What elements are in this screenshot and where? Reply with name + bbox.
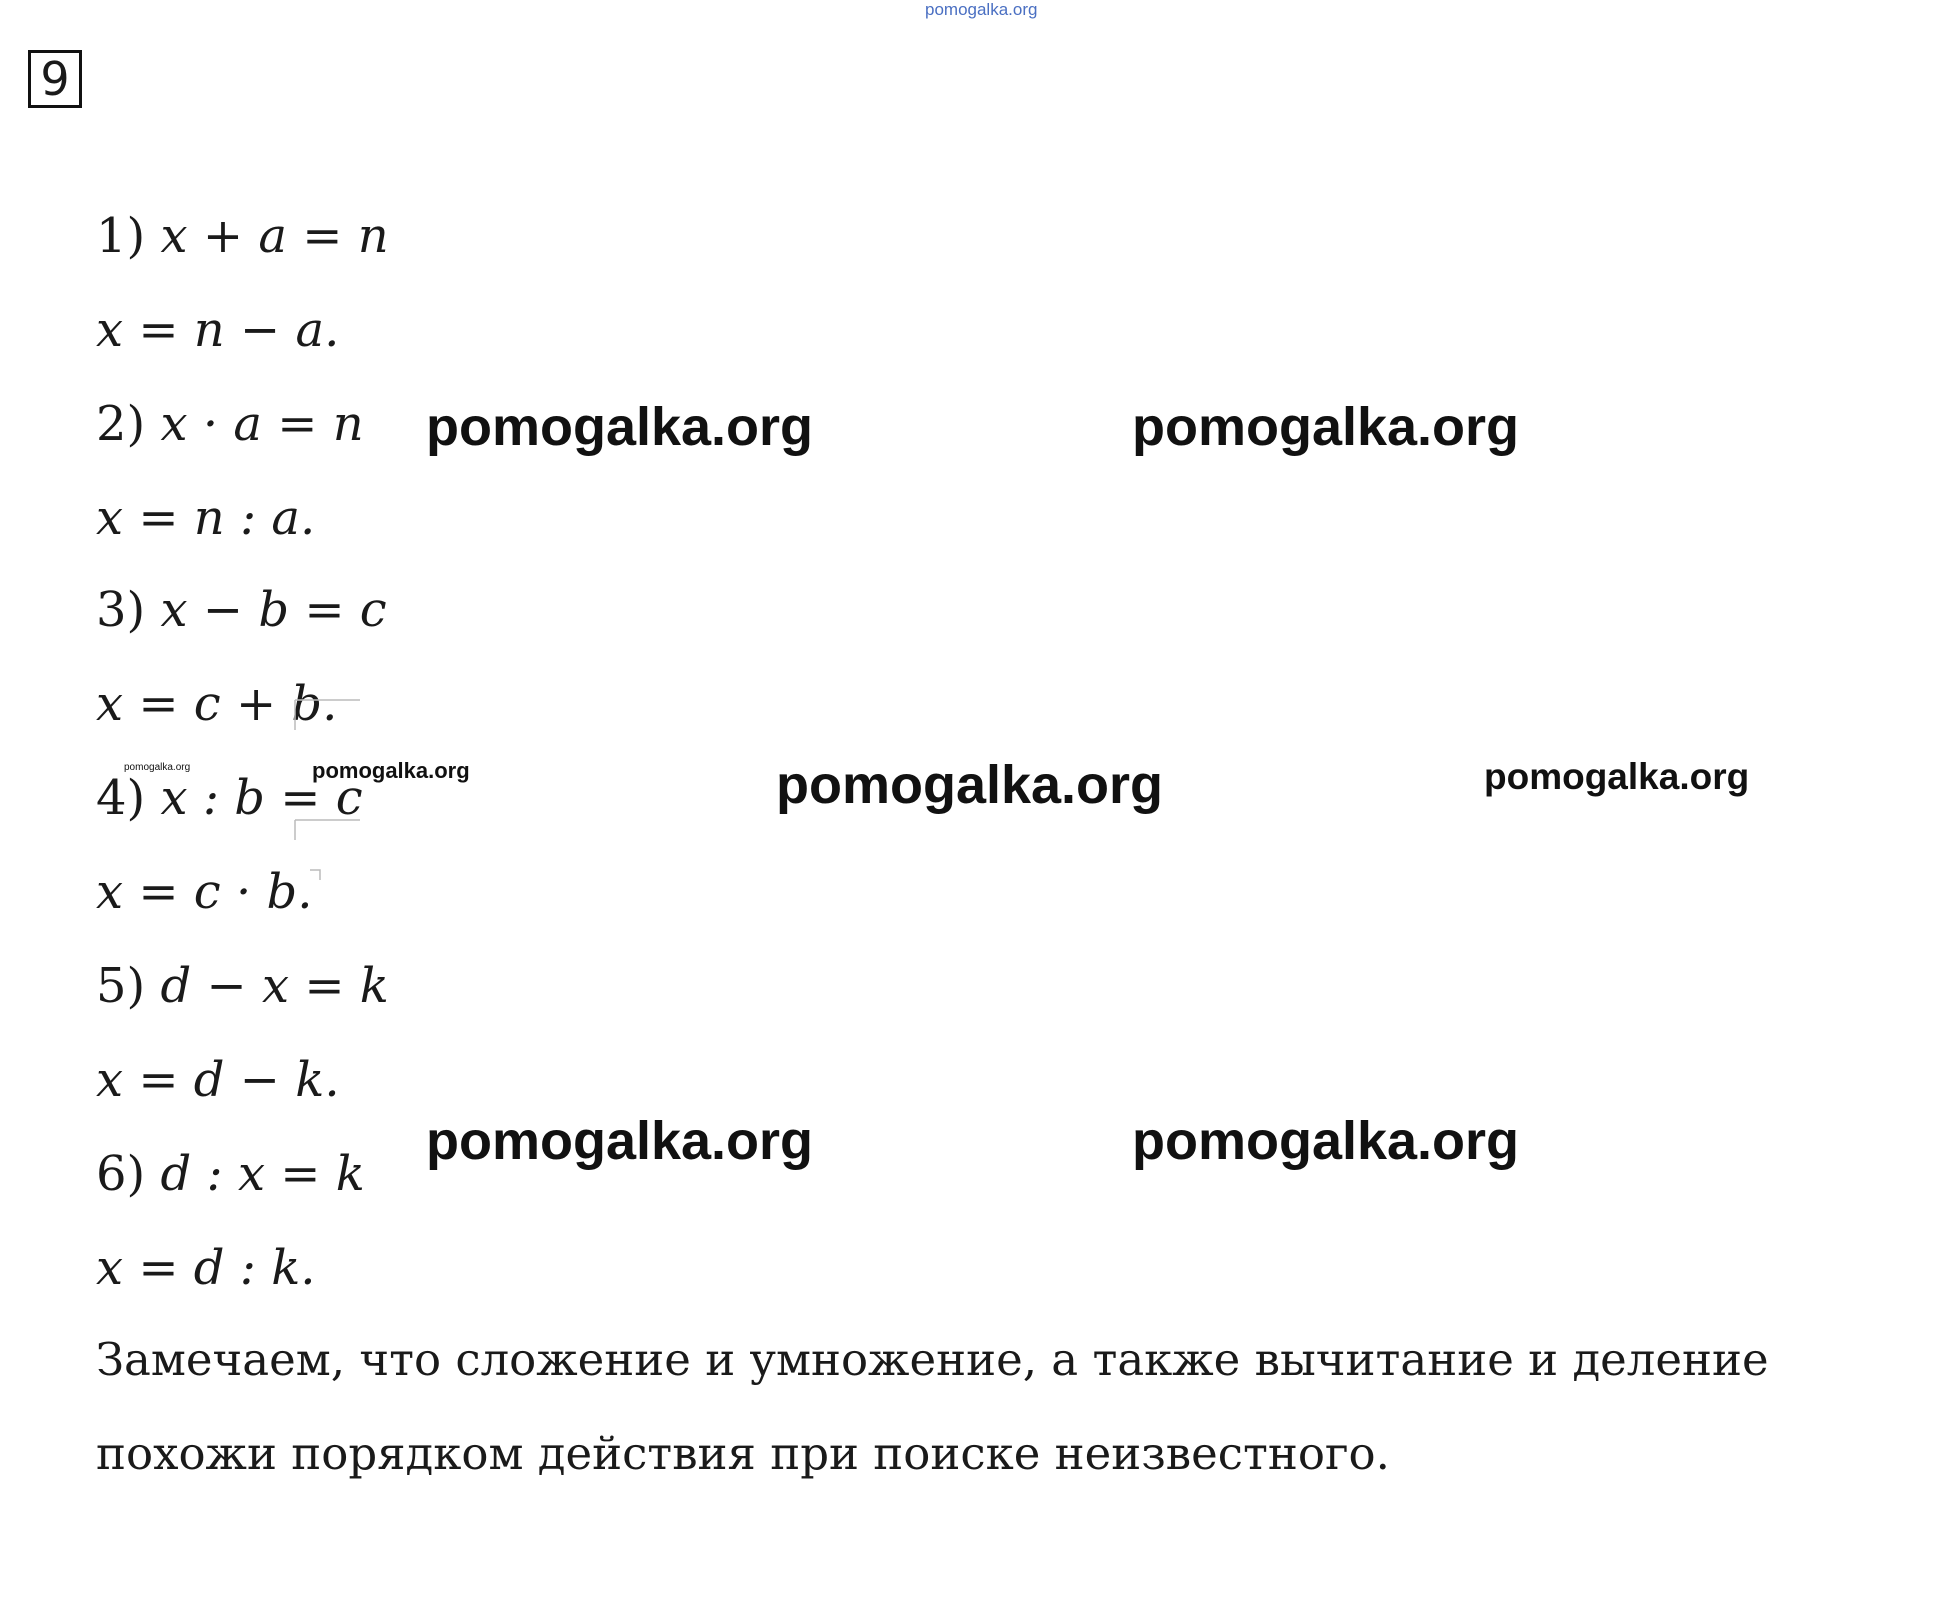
conclusion-line-1: Замечаем, что сложение и умножение, а также вычитание и деление [96, 1333, 1769, 1386]
conclusion-line-2: похожи порядком действия при поиске неизвестного. [96, 1427, 1390, 1480]
equation-expression: d : x = k [160, 1146, 365, 1202]
equation-expression: x · a = n [160, 396, 364, 452]
equation-number: 1) [96, 208, 146, 264]
top-watermark: pomogalka.org [925, 0, 1038, 19]
equation-expression: x + a = n [160, 208, 389, 264]
equation-expression: x = c · b. [96, 864, 313, 920]
editing-marks [290, 690, 370, 890]
watermark: pomogalka.org [426, 1111, 814, 1171]
equation-line [96, 206, 389, 266]
equation-line [96, 1050, 340, 1110]
equation-line [96, 300, 339, 360]
equation-expression: x : b = c [160, 770, 363, 826]
watermark: pomogalka.org [776, 755, 1164, 815]
equation-number: 3) [96, 582, 146, 638]
watermark: pomogalka.org [124, 762, 191, 773]
watermark: pomogalka.org [1132, 397, 1520, 457]
watermark: pomogalka.org [312, 758, 470, 783]
equation-expression: x = c + b. [96, 676, 338, 732]
equation-line [96, 488, 315, 548]
equation-line [96, 1238, 316, 1298]
task-number-box: 9 [28, 50, 82, 108]
watermark: pomogalka.org [1132, 1111, 1520, 1171]
watermark: pomogalka.org [1484, 756, 1750, 797]
equation-line [96, 862, 312, 922]
equation-number: 6) [96, 1146, 146, 1202]
equation-expression: d − x = k [160, 958, 389, 1014]
equation-expression: x = n − a. [96, 302, 340, 358]
equation-number: 5) [96, 958, 146, 1014]
equation-expression: x = d − k. [96, 1052, 340, 1108]
equation-line [96, 580, 387, 640]
equation-line [96, 394, 364, 454]
equation-number: 2) [96, 396, 146, 452]
equation-expression: x = d : k. [96, 1240, 316, 1296]
equation-expression: x = n : a. [96, 490, 316, 546]
equation-line [96, 956, 389, 1016]
equation-line [96, 1144, 365, 1204]
equation-expression: x − b = c [160, 582, 387, 638]
watermark: pomogalka.org [426, 397, 814, 457]
equation-number: 4) [96, 770, 146, 826]
